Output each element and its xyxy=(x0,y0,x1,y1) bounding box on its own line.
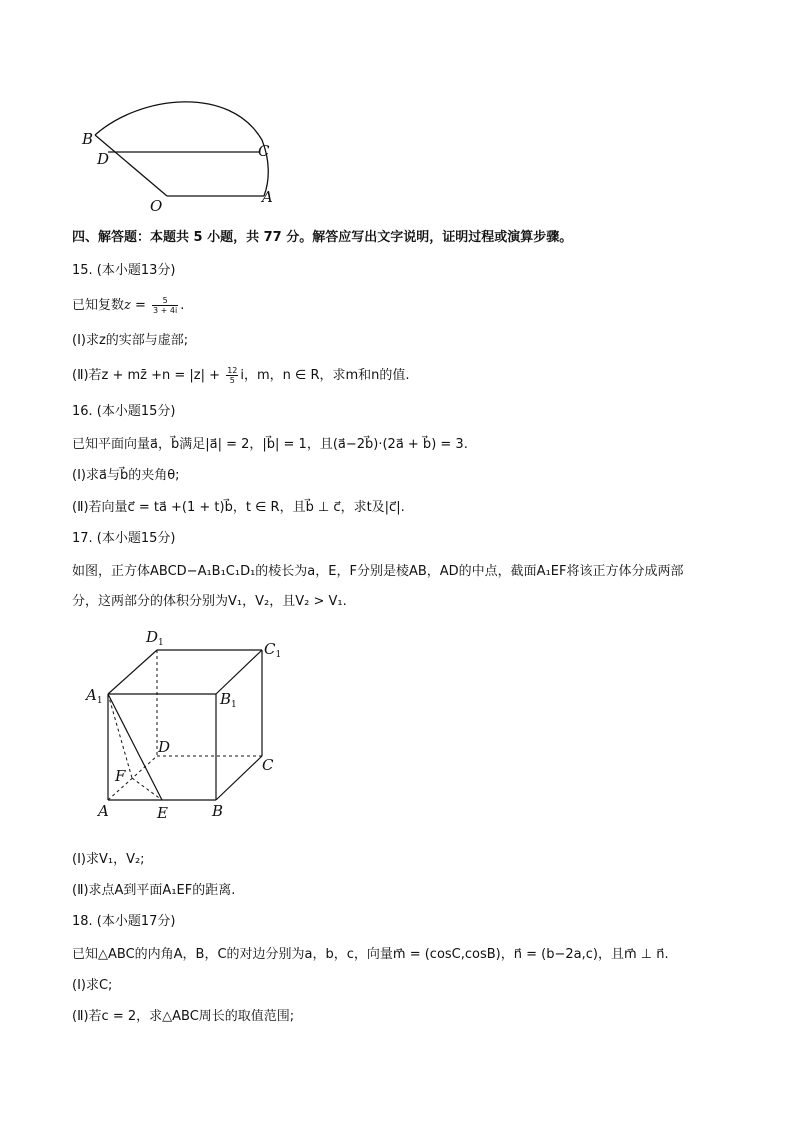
label-b: B xyxy=(82,130,94,148)
edge-b-c xyxy=(216,756,262,800)
q17-part1: (Ⅰ)求V₁，V₂; xyxy=(72,852,145,867)
cube-figure xyxy=(100,640,280,810)
q17-stem-line2: 分，这两部分的体积分别为V₁，V₂，且V₂ > V₁. xyxy=(72,594,347,609)
q15-part2-fraction: $\frac{12}{5}$ xyxy=(227,366,238,385)
q18-header: 18. (本小题17分) xyxy=(72,914,176,929)
q15-header: 15. (本小题13分) xyxy=(72,263,176,278)
arc-curve xyxy=(95,102,268,196)
q15-stem: 已知复数z = $\frac{5}{3 + 4i}$ . xyxy=(72,296,185,315)
cube-label-d: D xyxy=(158,738,171,756)
cube-label-b1: $B_1$ xyxy=(220,690,237,710)
cube-label-c: C xyxy=(262,756,274,774)
q18-part1: (Ⅰ)求C; xyxy=(72,978,113,993)
cube-label-e: E xyxy=(157,804,168,822)
label-o: O xyxy=(150,197,163,215)
q15-part1: (Ⅰ)求z的实部与虚部; xyxy=(72,333,189,348)
cube-label-c1: $C_1$ xyxy=(264,640,282,660)
cube-label-f: F xyxy=(115,767,126,785)
edge-f-e xyxy=(132,778,162,800)
q15-part2: (Ⅱ)若z + mz̄ +n = |z| + $\frac{12}{5}$ i，m，n ∈ R，求m和n的值. xyxy=(72,366,410,385)
q17-part2: (Ⅱ)求点A到平面A₁EF的距离. xyxy=(72,883,236,898)
q18-part2: (Ⅱ)若c = 2，求△ABC周长的取值范围; xyxy=(72,1009,295,1024)
q16-part2: (Ⅱ)若向量c⃗ = ta⃗ +(1 + t)b⃗，t ∈ R，且b⃗ ⊥ c⃗，求t及|c⃗|. xyxy=(72,500,405,515)
edge-b1-c1 xyxy=(216,650,262,694)
label-d: D xyxy=(97,150,110,168)
label-a: A xyxy=(262,188,273,206)
edge-a1-d1 xyxy=(108,650,157,694)
edge-a1-f xyxy=(108,694,132,778)
q17-stem-line1: 如图，正方体ABCD−A₁B₁C₁D₁的棱长为a，E，F分别是棱AB，AD的中点，截面A₁EF将该正方体分成两部 xyxy=(72,564,684,579)
q17-header: 17. (本小题15分) xyxy=(72,531,176,546)
q16-part1: (Ⅰ)求a⃗与b⃗的夹角θ; xyxy=(72,468,180,483)
q16-header: 16. (本小题15分) xyxy=(72,404,176,419)
q15-fraction: $\frac{5}{3 + 4i}$ xyxy=(153,296,178,315)
cube-label-b: B xyxy=(212,802,224,820)
q16-stem: 已知平面向量a⃗，b⃗满足|a⃗| = 2，|b⃗| = 1，且(a⃗−2b⃗)·(2a⃗ + b⃗) = 3. xyxy=(72,437,468,452)
section-heading: 四、解答题：本题共 5 小题，共 77 分。解答应写出文字说明，证明过程或演算步骤。 xyxy=(72,230,573,245)
label-c: C xyxy=(258,142,270,160)
cube-label-a: A xyxy=(98,802,109,820)
q18-stem: 已知△ABC的内角A，B，C的对边分别为a，b，c，向量m⃗ = (cosC,cosB)，n⃗ = (b−2a,c)，且m⃗ ⊥ n⃗. xyxy=(72,947,669,962)
cube-label-d1: $D_1$ xyxy=(146,628,164,648)
cube-label-a1: $A_1$ xyxy=(86,686,103,706)
